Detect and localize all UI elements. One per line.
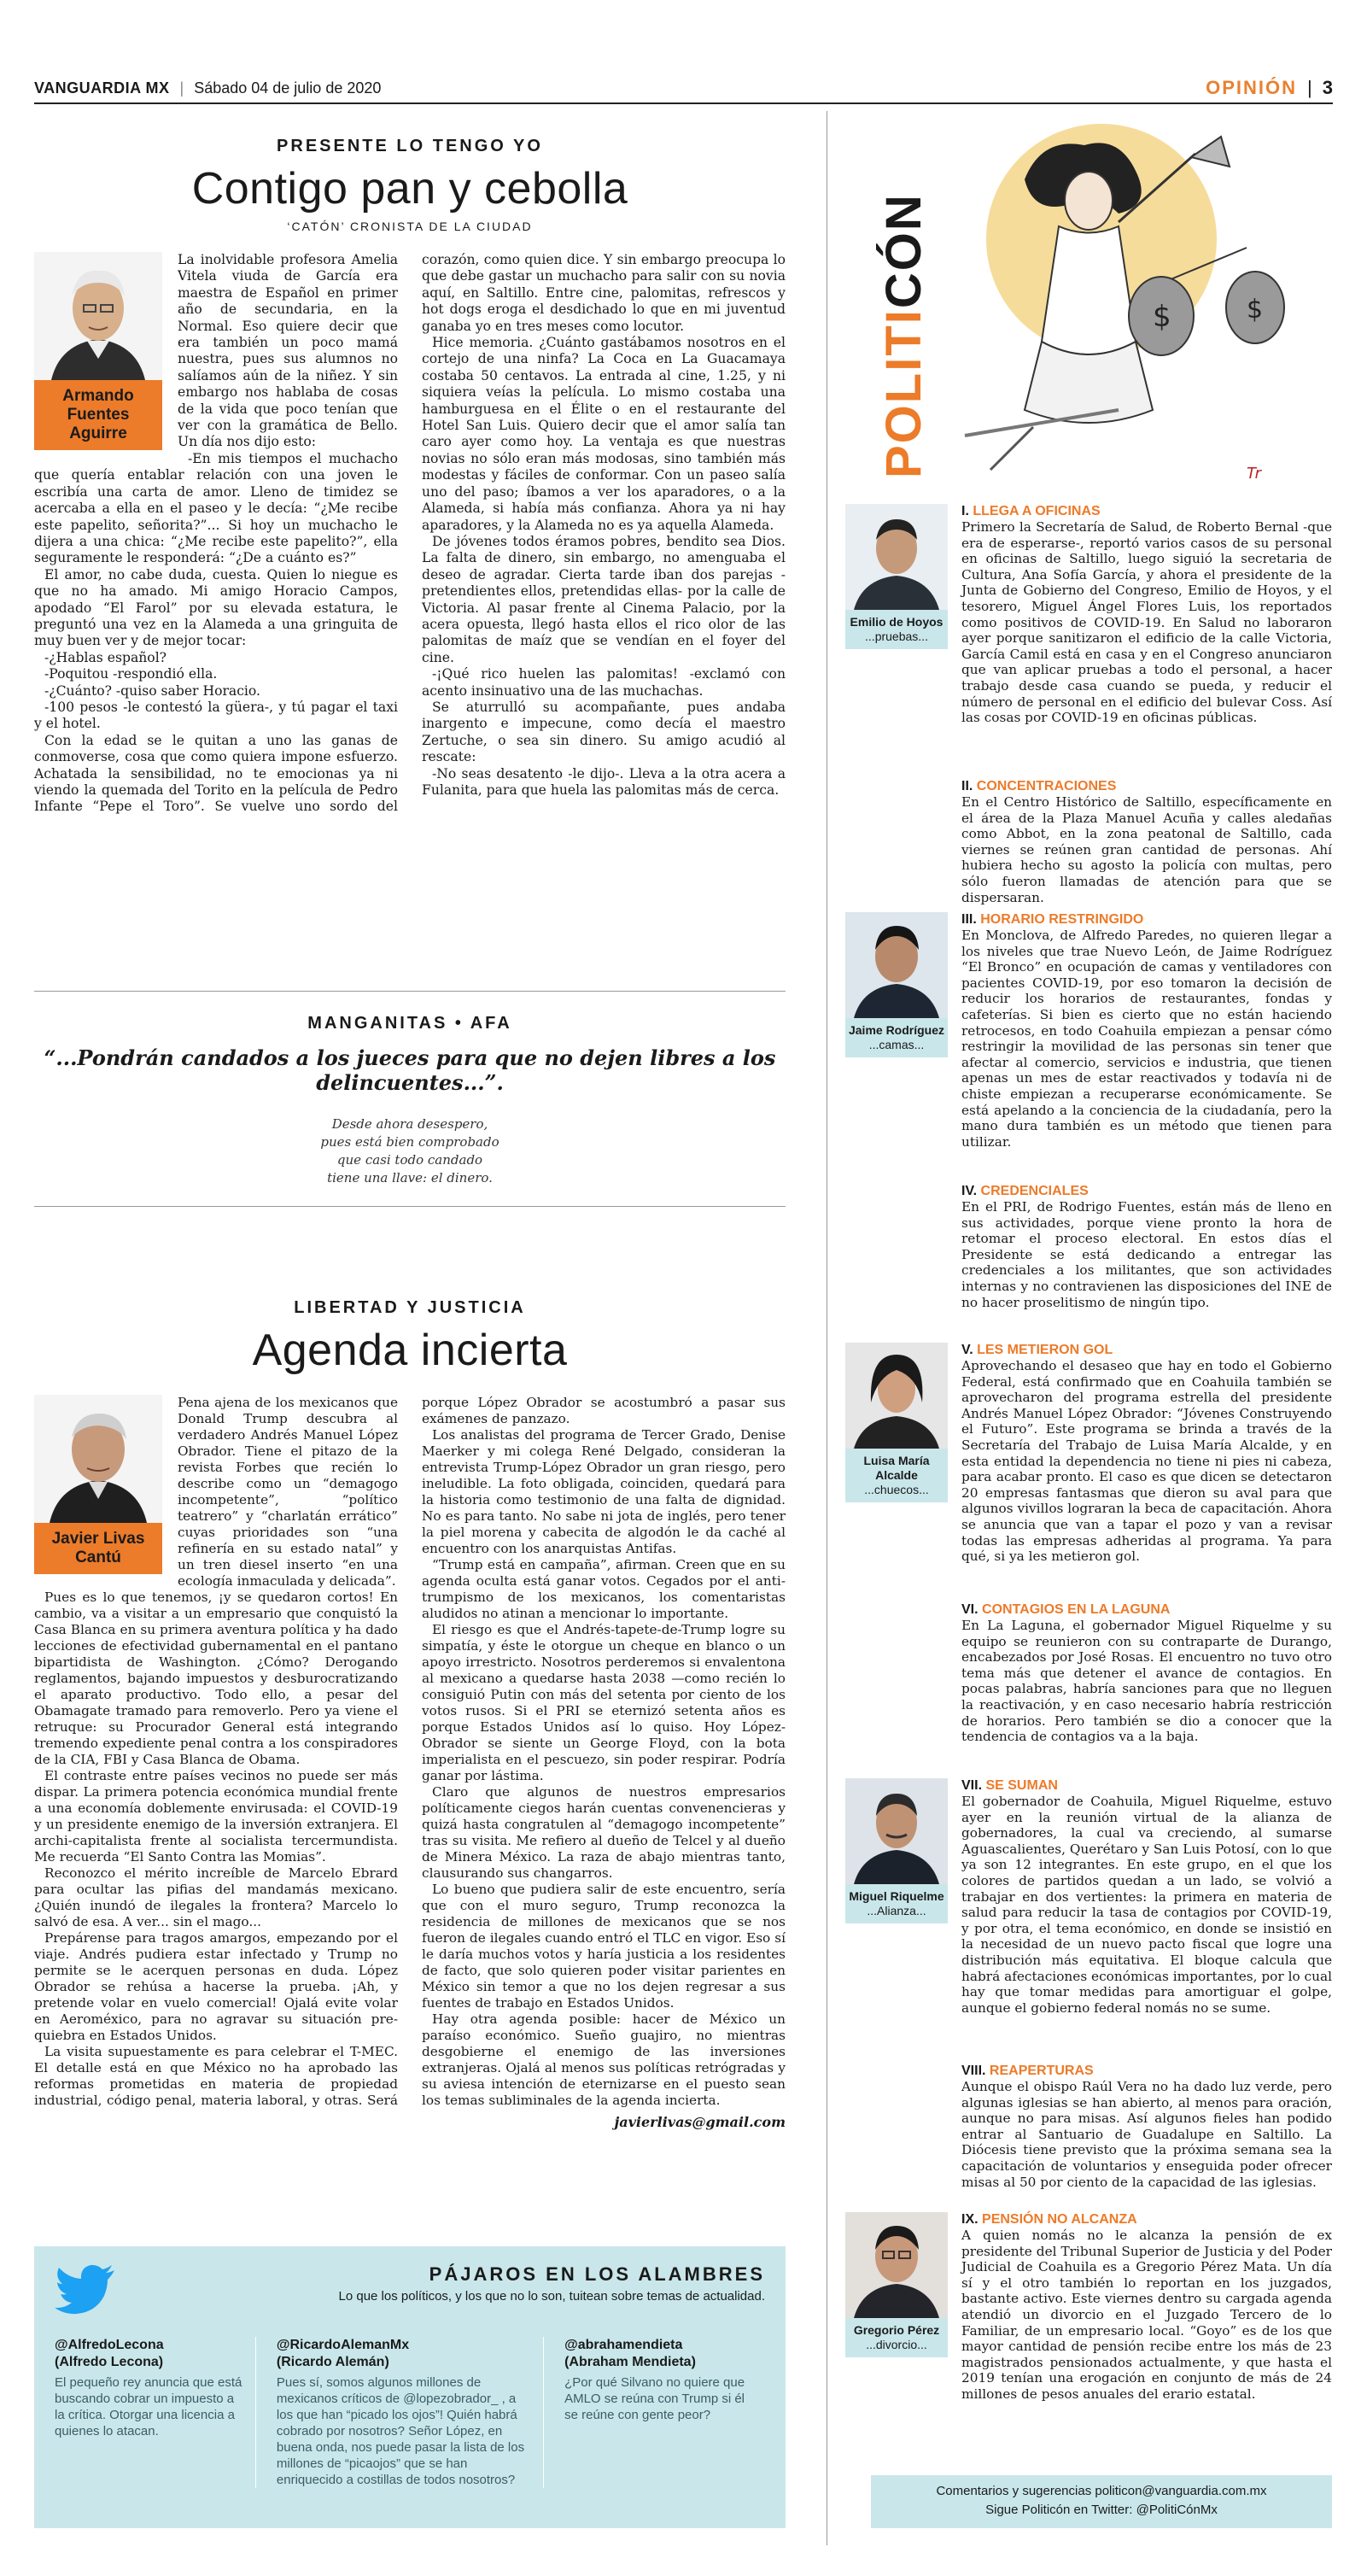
item-heading: LLEGA A OFICINAS — [973, 504, 1101, 518]
politicon-footer — [871, 2475, 1332, 2528]
manganitas-box — [34, 991, 786, 1207]
item-text: Aunque el obispo Raúl Vera no ha dado luz verde, pero algunas iglesias se han abierto, al menos para oración, aunque no para misas. Así algunos fieles han podido entrar al Santuario de Guadalupe en Saltillo. La Diócesis tiene previsto que la próxima semana sea la capacitación de voluntarios y enseguida poder ofrecer misas al 50 por ciento de la capacidad de las iglesias. — [961, 2079, 1332, 2190]
paragraph: El amor, no cabe duda, cuesta. Quien lo niegue es que no ha amado. Mi amigo Horacio Campos, apodado “El Farol” por su elevada estatura, le preguntó una vez en la Alameda a una gringuita de muy buen ver y de mejor tocar: — [34, 566, 398, 649]
item-roman: II. — [961, 779, 973, 793]
tweet — [564, 2337, 765, 2488]
item-heading: SE SUMAN — [985, 1778, 1058, 1793]
caption-sub: ...chuecos... — [864, 1483, 929, 1496]
person-portrait-icon — [845, 1343, 948, 1449]
svg-text:$: $ — [1153, 300, 1171, 334]
item-content — [961, 2064, 1332, 2190]
author-name: Armando Fuentes Aguirre — [34, 380, 162, 450]
item-thumb — [845, 2212, 948, 2357]
manganitas-quote: “...Pondrán candados a los jueces para que no dejen libres a los delincuentes...”. — [44, 1045, 776, 1095]
caption-name: Gregorio Pérez — [853, 2323, 940, 2337]
pajaros-header — [55, 2263, 765, 2315]
item-text: El gobernador de Coahuila, Miguel Riquelme, estuvo ayer en la reunión virtual de la alianza de gobernadores, la cual va creciendo, al sumarse Aguascalientes, Querétaro y San Luis Potosí, con lo que ya son 12 integrantes. En este grupo, en el que los colores de partidos quedan a un lado, se volvió a trabajar en dos vertientes: la primera en materia de salud para reducir la tasa de contagios por COVID-19, y por otra, el tema económico, en donde se insistió en la necesidad de un nuevo pacto fiscal que logre una distribución más equitativa. El bloque calcula que habrá afectaciones económicas importantes, por lo cual hay que tomar medidas para amortiguar el golpe, aunque el gobierno federal nomás no se sume. — [961, 1794, 1332, 2016]
politicon-item — [845, 1602, 1332, 1745]
section-name: OPINIÓN — [1206, 77, 1298, 98]
paragraph: Con la edad se le quitan a uno las ganas de conmoverse, cosa que como quiera impone esfuerzo. Achatada la sensibilidad, no te emocionas ya ni viendo la quemada del Torito en la película de Pedro Infante “Pepe el Toro”. Se vuelve uno sordo del corazón, como quien dice. Y sin embargo preocupa lo que debe gastar un muchacho para salir con su novia aquí, en Saltillo. Entre cine, palomitas, refrescos y hot dogs eroga el desdichado lo que en mi juventud ganaba yo en tres meses como locutor. — [34, 252, 786, 815]
politicon-item — [845, 912, 1332, 1150]
article-body — [34, 1395, 786, 2130]
paragraph: -En mis tiempos el muchacho que quería entablar relación con una joven le escribía una carta de amor. Lleno de timidez se acercaba a ella en el paseo y le decía: “¿Me recibe este papelito, señorita?”... Si hoy un muchacho le dijera a una chica: “¿Me recibe este papelito?”, ella seguramente le responderá: “¿De a cuánto es?” — [34, 450, 398, 566]
masthead — [34, 79, 381, 97]
article-headline: Contigo pan y cebolla — [191, 164, 628, 214]
paragraph: Pues es lo que tenemos, ¡y se quedaron cortos! En cambio, va a visitar a un empresario que conquistó la Casa Blanca en su primera aventura política y ha dado lecciones de efectividad gubernamental en el pantano bipartidista de Washington. ¿Cómo? Derogando reglamentos, bajando impuestos y desburocratizando el aparato productivo. Todo ello, a pesar del Obamagate tramado para removerlo. Pero ya viene el retruque: su Procurador General está integrando tremendo expediente penal contra a los conspiradores de la CIA, FBI y Casa Blanca de Obama. — [34, 1590, 398, 1767]
item-title — [961, 2212, 1332, 2228]
politicon-item — [845, 2064, 1332, 2190]
twitter-bird-icon — [55, 2263, 116, 2315]
item-title — [961, 1778, 1332, 1794]
article-agenda-incierta — [34, 1298, 786, 2130]
tweet-handle: @abrahamendieta — [564, 2338, 683, 2352]
item-content — [961, 504, 1332, 726]
item-text: A quien nomás no le alcanza la pensión de ex presidente del Tribunal Superior de Justicia y del Poder Judicial de Coahuila es a Gregorio Pérez Mata. Un día sí y el otro también lo reportan en los juzgados, bastante activo. Este viernes dentro su cargada agenda atendió un divorcio en el Juzgado Tercero de lo Familiar, de un empresario local. “Goyo” es de los que mayor cantidad de pensión recibe entre los más de 23 magistrados pensionados actualmente, y que hasta el 2019 tenían una erogación en conjunto de más de 24 millones de pesos anuales del erario estatal. — [961, 2228, 1332, 2402]
item-caption — [845, 2318, 948, 2357]
article-contigo-pan — [34, 137, 786, 816]
paragraph: “Trump está en campaña”, afirman. Creen que en su agenda oculta está ganar votos. Cegados por el anti-trumpismo de los mexicanos, los comentaristas aludidos no atinan a mencionar lo importante. — [422, 1557, 786, 1621]
item-content — [961, 2212, 1332, 2403]
caption-name: Miguel Riquelme — [849, 1889, 944, 1903]
tweet — [277, 2337, 544, 2488]
item-heading: PENSIÓN NO ALCANZA — [982, 2212, 1137, 2227]
item-heading: LES METIERON GOL — [977, 1343, 1113, 1357]
article-headline: Agenda incierta — [252, 1326, 568, 1375]
page-number: 3 — [1322, 77, 1333, 98]
manganitas-kicker: MANGANITAS • AFA — [307, 1014, 512, 1033]
paragraph: De jóvenes todos éramos pobres, bendito sea Dios. La falta de dinero, sin embargo, no amenguaba el deseo de agradar. Cierta tarde iban dos parejas -pretendientes ellos, pretendidas ellas- por la calle de Victoria. Al pasar frente al Cinema Palacio, por la acera opuesta, llegó hasta ellos el rico olor de las palomitas de maíz que se vendían en el foyer del cine. — [422, 533, 786, 665]
item-roman: III. — [961, 912, 977, 927]
caption-sub: ...divorcio... — [866, 2338, 927, 2351]
item-thumb — [845, 1778, 948, 1923]
item-heading: HORARIO RESTRINGIDO — [980, 912, 1144, 927]
tweet-handle: @AlfredoLecona — [55, 2338, 164, 2352]
item-content — [961, 779, 1332, 905]
paragraph: Hice memoria. ¿Cuánto gastábamos nosotros en el cortejo de una ninfa? La Coca en La Guacamaya costaba 50 centavos. La entrada al cine, 1.25, y ni siquiera veías la película. Lo mismo costaba una hamburguesa en el Élite o en el restaurante del Hotel San Luis. Quiero decir que el amor salía tan caro ayer como hoy. La ventaja es que nuestras novias no sólo eran más modosas, sino también más modestas y fáciles de conformar. Con un paseo salía uno del paso; íbamos a ver los aparadores, o a la Alameda, si había más confianza. Ahora ya ni hay aparadores, y la Alameda no es ya aquella Alameda. — [422, 335, 786, 533]
tweet-author: (Alfredo Lecona) — [55, 2355, 164, 2369]
paragraph: El riesgo es que el Andrés-tapete-de-Trump logre su simpatía, y éste le otorgue un cheque en blanco o un apoyo irrestricto. Nosotros perderemos si envalentona al mexicano a quedarse hasta 2038 —como recién lo consiguió Putin con más del setenta por ciento de los votos rusos. Si el PRI se eternizó setenta años es porque Estados Unidos así lo quiso. Hoy López-Obrador se siente un George Floyd, con la bota imperialista en el pescuezo, sin poder respirar. Podría ganar por lástima. — [422, 1622, 786, 1783]
item-thumb — [845, 1343, 948, 1502]
item-caption — [845, 1018, 948, 1057]
manganitas-verse — [34, 1115, 786, 1187]
person-portrait-icon — [845, 1778, 948, 1884]
author-photo — [34, 252, 162, 380]
verse-line: tiene una llave: el dinero. — [327, 1170, 493, 1186]
item-photo — [845, 1343, 948, 1449]
verse-line: que casi todo candado — [336, 1152, 483, 1168]
paragraph: Prepárense para tragos amargos, empezando por el viaje. Andrés pudiera estar infectado y Trump no permite se le acerquen personas en duda. López Obrador se rehúsa a hacerse la prueba. ¡Ah, y pretende volar en vuelo comercial! Ojalá evite volar en Aeroméxico, para no agravar su situación pre-quiebra en Estados Unidos. — [34, 1930, 398, 2043]
person-portrait-icon — [845, 2212, 948, 2318]
item-thumb — [845, 912, 948, 1057]
paragraph: Lo bueno que pudiera salir de este encuentro, sería que con el muro seguro, Trump reconozca la residencia de millones de mexicanos que se nos fueron de ilegales cuando entró el TLC en vigor. Eso sí le daría muchos votos y haría justicia a los residentes de facto, que solo quieren poder visitar parientes en México sin temor a que no los dejen regresar a sus fuentes de trabajo en Estados Unidos. — [422, 1882, 786, 2011]
section-tag — [1206, 77, 1333, 99]
caption-name: Jaime Rodríguez — [848, 1023, 945, 1037]
tweet-handle: @RicardoAlemanMx — [276, 2338, 410, 2352]
item-text: En La Laguna, el gobernador Miguel Riquelme y su equipo se reunieron con su contraparte de Durango, encabezados por José Rosas. El encuentro no tuvo otro tema más que detener el avance de contagios. En pocas palabras, habría sanciones para que no lleguen la reactivación, y en caso necesario habría restricción de horarios. Pero también se dio a conocer que la tendencia de contagios va a la baja. — [961, 1618, 1332, 1745]
paragraph: -¿Cuánto? -quiso saber Horacio. — [44, 682, 260, 699]
caption-sub: ...pruebas... — [865, 629, 928, 643]
paragraph: -¡Qué rico huelen las palomitas! -exclamó con acento insinuativo una de las muchachas. — [422, 666, 786, 699]
item-title — [961, 779, 1332, 794]
item-heading: REAPERTURAS — [989, 2064, 1094, 2078]
article-kicker: PRESENTE LO TENGO YO — [277, 137, 543, 155]
paragraph: Los analistas del programa de Tercer Grado, Denise Maerker y mi colega René Delgado, consideran la entrevista Trump-López Obrador un gran riesgo, pero ineludible. La foto obligada, coinciden, quedará para la historia como testimonio de una falta de dignidad. No es para tanto. No sabe ni jota de inglés, pero tener la piel morena y cabecita de algodón le da caché al encuentro con los anarquistas Antifas. — [422, 1427, 786, 1556]
tweet-author: (Abraham Mendieta) — [564, 2355, 696, 2369]
item-photo — [845, 2212, 948, 2318]
author-name: Javier Livas Cantú — [34, 1523, 162, 1574]
issue-date: Sábado 04 de julio de 2020 — [194, 79, 382, 97]
tweet-text: ¿Por qué Silvano no quiere que AMLO se reúna con Trump si él se reúne con gente peor? — [564, 2375, 745, 2422]
paragraph: Pena ajena de los mexicanos que Donald Trump descubra al verdadero Andrés Manuel López Obrador. Tiene el pitazo de la revista Forbes que recién lo describe como un “demagogo incompetente”, “político teatrero” y “charlatán errático” cuyas prioridades son “una refinería en su estado natal” y un tren diesel inserto “en una ecología inmaculada y delicada”. — [178, 1395, 398, 1589]
paragraph: -No seas desatento -le dijo-. Lleva a la otra acera a Fulanita, para que huela las palomitas más de cerca. — [422, 765, 786, 798]
item-title — [961, 1343, 1332, 1358]
paragraph: -¿Hablas español? — [44, 649, 167, 665]
item-caption — [845, 1884, 948, 1923]
person-portrait-icon — [845, 912, 948, 1018]
item-roman: I. — [961, 504, 969, 518]
footer-twitter: Sigue Politicón en Twitter: @PolitiCónMx — [985, 2503, 1218, 2517]
item-photo — [845, 912, 948, 1018]
item-content — [961, 1778, 1332, 2016]
author-portrait-icon — [34, 1395, 162, 1523]
item-text: En Monclova, de Alfredo Paredes, no quieren llegar a los niveles que trae Nuevo León, de Jaime Rodríguez “El Bronco” en ocupación de camas y ventiladores con pacientes COVID-19, por eso tomaron la decisión de reducir los horarios de restaurantes, fondas y cafeterías. Si bien es cierto que no están haciendo retrocesos, en todo Coahuila empiezan a pensar cómo restringir la movilidad de las personas sin tener que afectar al comercio, servicios e industria, que tienen apenas un mes de estar reactivados y todavía ni de chiste empiezan a recuperarse económicamente. Se está apelando a la conciencia de la ciudadanía, pero la mano dura también es un método que tienen para utilizar. — [961, 928, 1332, 1150]
item-thumb — [845, 504, 948, 649]
author-portrait-icon — [34, 252, 162, 380]
item-photo — [845, 504, 948, 610]
item-roman: VII. — [961, 1778, 983, 1793]
paragraph: Se aturrulló su acompañante, pues andaba inargento e impecune, como decía el maestro Zertuche, o sea sin dinero. Su amigo acudió al rescate: — [422, 699, 786, 765]
item-content — [961, 1184, 1332, 1310]
header-separator: | — [179, 79, 184, 97]
header-separator: | — [1307, 77, 1312, 98]
item-roman: VIII. — [961, 2064, 986, 2078]
item-content — [961, 912, 1332, 1150]
page-header — [34, 73, 1333, 104]
verse-line: pues está bien comprobado — [320, 1134, 499, 1150]
item-title — [961, 1602, 1332, 1618]
tweet-text: Pues sí, somos algunos millones de mexicanos críticos de @lopezobrador_ , a los que han “picado los ojos”! Quién habrá cobrado por nosotros? Señor López, en buena onda, nos puede pasar la lista de los millones de “picaojos” que se han enriquecido a costillas de todos nosotros? — [276, 2375, 525, 2487]
paragraph: Hay otra agenda posible: hacer de México un paraíso económico. Sueño guajiro, no mientras desgobierne el enemigo de las inversiones extranjeras. Ojalá al menos sus políticas retrógradas y su aviesa intención de eternizarse en el puesto sean los temas subliminales de la agenda incierta. — [422, 2011, 786, 2108]
item-heading: CREDENCIALES — [980, 1184, 1089, 1198]
tweet-list — [55, 2337, 765, 2488]
author-box — [34, 1395, 162, 1574]
item-caption — [845, 610, 948, 649]
politicon-item — [845, 779, 1332, 905]
paragraph: -100 pesos -le contestó la güera-, y tú pagar el taxi y el hotel. — [34, 699, 398, 732]
politicon-item — [845, 2212, 1332, 2403]
item-caption — [845, 1449, 948, 1502]
item-text: Primero la Secretaría de Salud, de Roberto Bernal -que era de esperarse-, reportó varios casos de su personal en oficinas de Saltillo, luego siguió la secretaria de Cultura, Ana Sofía García, y ahora el presidente de la Junta de Gobierno del Congreso, Emilio de Hoyos, y el tesorero, Miguel Ángel Flores Luis, los reportados como positivos de COVID-19. En Salud no laboraron ayer porque sanitizaron el edificio de la calle Victoria, García Camil está en casa y en el Congreso anunciaron que van aplicar pruebas a todo el personal, a hacer trabajo desde casa cuando se pueda, y reducir el número de personal en el edificio del bulevar Coss. Así las cosas por COVID-19 en oficinas públicas. — [961, 519, 1332, 726]
paragraph: Reconozco el mérito increíble de Marcelo Ebrard para ocultar las pifias del mandamás mexicano. ¿Quién inundó de ilegales la frontera? Marcelo lo salvó de esa. A ver... sin el mago... — [34, 1865, 398, 1929]
item-text: En el PRI, de Rodrigo Fuentes, están más de lleno en sus actividades, porque viene pronto la hora de retomar el proceso electoral. En estos días el Presidente se está dedicando a entregar las credenciales a los militantes, que son actividades internas y no contravienen las disposiciones del INE de no hacer proselitismo de ningún tipo. — [961, 1199, 1332, 1310]
paragraph: -Poquitou -respondió ella. — [44, 666, 218, 682]
person-portrait-icon — [845, 504, 948, 610]
caption-name: Emilio de Hoyos — [850, 615, 943, 629]
tweet — [55, 2337, 256, 2488]
paragraph: La inolvidable profesora Amelia Vitela viuda de García era maestra de Español en primer año de secundaria, en la Normal. Eso quiere decir que era también un poco mamá nuestra, pues sus alumnos no salíamos aún de la niñez. Y sin embargo nos hablaba de cosas de la vida que poco tenían que ver con la gramática de Bello. Un día nos dijo esto: — [178, 252, 398, 450]
pajaros-title-block — [339, 2263, 765, 2304]
item-roman: V. — [961, 1343, 973, 1357]
verse-line: Desde ahora desespero, — [331, 1116, 488, 1132]
politicon-item — [845, 504, 1332, 726]
caption-sub: ...Alianza... — [867, 1904, 926, 1917]
item-heading: CONCENTRACIONES — [976, 779, 1117, 793]
footer-contact: Comentarios y sugerencias politicon@vanguardia.com.mx — [936, 2484, 1267, 2498]
caption-name: Luisa María Alcalde — [863, 1454, 930, 1482]
brand-name: VANGUARDIA MX — [34, 79, 170, 97]
item-title — [961, 912, 1332, 928]
politicon-item — [845, 1343, 1332, 1565]
article-byline: ‘CATÓN’ CRONISTA DE LA CIUDAD — [287, 220, 533, 233]
item-photo — [845, 1778, 948, 1884]
cartoon-illustration — [862, 120, 1332, 495]
item-text: En el Centro Histórico de Saltillo, específicamente en el área de la Plaza Manuel Acuña y calles aledañas como Abbot, en la zona peatonal de Saltillo, cada viernes se reúnen gran cantidad de personas. Ahí hubiera hecho su agosto la policía con multas, pero sólo fueron llamadas de atención para que se dispersaran. — [961, 794, 1332, 905]
pajaros-subtitle: Lo que los políticos, y los que no lo son, tuitean sobre temas de actualidad. — [338, 2289, 765, 2304]
item-title — [961, 2064, 1332, 2079]
politicon-item — [845, 1778, 1332, 2016]
article-body — [34, 252, 786, 816]
pajaros-title: PÁJAROS EN LOS ALAMBRES — [429, 2263, 765, 2285]
politicon-title-black: CÓN — [876, 193, 932, 309]
paragraph: La visita supuestamente es para celebrar el T-MEC. El detalle está en que México no ha aprobado las reformas prometidas en materia de propiedad industrial, código penal, materia laboral, y otras. Será porque López Obrador se acostumbró a pasar sus exámenes de panzazo. — [34, 1395, 786, 2108]
politicon-title-orange: POLITI — [876, 308, 932, 478]
svg-text:$: $ — [1247, 295, 1264, 325]
item-roman: IX. — [961, 2212, 979, 2227]
paragraph: El contraste entre países vecinos no puede ser más dispar. La primera potencia económica mundial frente a una economía doblemente envirusada: el COVID-19 y un presidente enemigo de la inversión extranjera. El archi-capitalista frente al socialista tercermundista. Me recuerda “El Santo Contra las Momias”. — [34, 1768, 398, 1865]
tweet-author: (Ricardo Alemán) — [276, 2355, 389, 2369]
caption-sub: ...camas... — [868, 1038, 925, 1051]
item-roman: IV. — [961, 1184, 978, 1198]
author-box — [34, 252, 162, 450]
politicon-item — [845, 1184, 1332, 1310]
svg-text:Tr: Tr — [1247, 465, 1261, 483]
paragraph: Claro que algunos de nuestros empresarios políticamente ciegos harán cuentas convenencieras y quizá hasta congratulen al “demagogo incompetente” tras su visita. Me refiero al dueño de Telcel y al dueño de Minera México. La raza de abajo mientras tanto, clausurando sus changarros. — [422, 1784, 786, 1881]
author-photo — [34, 1395, 162, 1523]
item-text: Aprovechando el desaseo que hay en todo el Gobierno Federal, está confirmado que en Coahuila también se aprovecharon del programa estrella del presidente Andrés Manuel López Obrador: “Jóvenes Construyendo el Futuro”. Este programa se brinda a través de la Secretaría del Trabajo de Luisa María Alcalde, y en esta entidad la dependencia no tiene ni pies ni cabeza, para acabar pronto. El caso es que dicen se detectaron 20 empresas fantasmas que dieron su aval para que algunos vivillos lograran la beca de capacitación. Ahora se anuncia que van a tapar el pozo y van a revisar todas las empresas adheridas al programa. Ya para qué, si ya les metieron gol. — [961, 1358, 1332, 1565]
article-kicker: LIBERTAD Y JUSTICIA — [294, 1298, 526, 1317]
item-content — [961, 1343, 1332, 1565]
item-heading: CONTAGIOS EN LA LAGUNA — [982, 1602, 1171, 1617]
pajaros-en-los-alambres — [34, 2246, 786, 2528]
item-title — [961, 504, 1332, 519]
item-content — [961, 1602, 1332, 1745]
author-email: javierlivas@gmail.com — [614, 2114, 786, 2130]
tweet-text: El pequeño rey anuncia que está buscando cobrar un impuesto a la crítica. Otorgar una licencia a quienes lo atacan. — [55, 2375, 242, 2438]
item-title — [961, 1184, 1332, 1199]
item-roman: VI. — [961, 1602, 979, 1617]
